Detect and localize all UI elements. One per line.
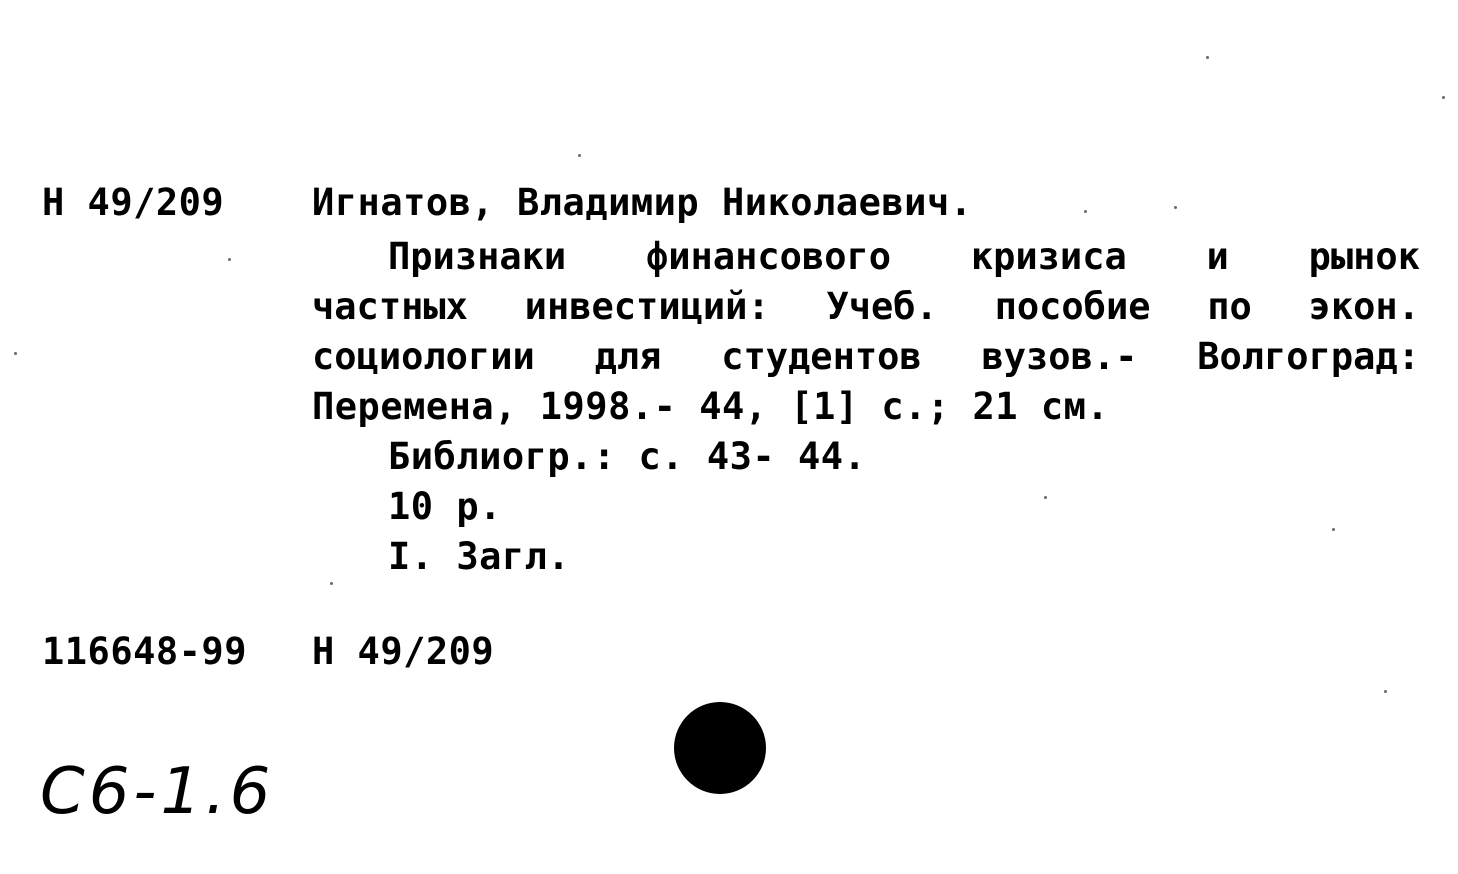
title-line-3-word: Волгоград: — [1197, 335, 1420, 378]
title-line-2-word: пособие — [994, 285, 1151, 328]
title-line-3-word: социологии — [312, 335, 535, 378]
scan-speck — [1332, 528, 1335, 531]
call-number: Н 49/209 — [42, 181, 225, 224]
title-line-2 — [312, 285, 1420, 329]
title-line-1-word: рынок — [1308, 235, 1420, 278]
scan-speck — [228, 258, 231, 261]
title-line-3 — [312, 335, 1420, 379]
handwritten-note: С6-1.6 — [40, 755, 275, 829]
title-tracing: I. Загл. — [388, 535, 571, 578]
author-heading: Игнатов, Владимир Николаевич. — [312, 181, 973, 224]
price: 10 р. — [388, 485, 502, 528]
accession-number: 116648-99 — [42, 630, 247, 673]
scan-speck — [1206, 56, 1209, 59]
title-line-3-word: студентов — [721, 335, 922, 378]
title-line-2-word: Учеб. — [826, 285, 938, 328]
title-line-1-word: финансового — [646, 235, 892, 278]
title-line-1-word: Признаки — [388, 235, 567, 278]
bibliography-note: Библиогр.: с. 43- 44. — [388, 435, 867, 478]
title-line-3-word: для — [594, 335, 662, 378]
scan-speck — [1084, 210, 1087, 213]
scan-speck — [1044, 496, 1047, 499]
scan-speck — [14, 352, 17, 355]
scan-speck — [330, 582, 333, 585]
scan-speck — [578, 154, 581, 157]
title-line-2-word: экон. — [1308, 285, 1420, 328]
title-line-2-word: инвестиций: — [524, 285, 770, 328]
scan-speck — [1442, 96, 1445, 99]
scan-speck — [1384, 690, 1387, 693]
title-line-1-word: и — [1206, 235, 1229, 278]
punch-hole — [674, 702, 766, 794]
title-line-3-word: вузов.- — [981, 335, 1138, 378]
title-line-1 — [388, 235, 1420, 279]
call-number-footer: Н 49/209 — [312, 630, 495, 673]
title-line-2-word: частных — [312, 285, 468, 328]
scan-speck — [1174, 206, 1177, 209]
imprint-line: Перемена, 1998.- 44, [1] с.; 21 см. — [312, 385, 1110, 428]
title-line-1-word: кризиса — [970, 235, 1127, 278]
title-line-2-word: по — [1207, 285, 1252, 328]
